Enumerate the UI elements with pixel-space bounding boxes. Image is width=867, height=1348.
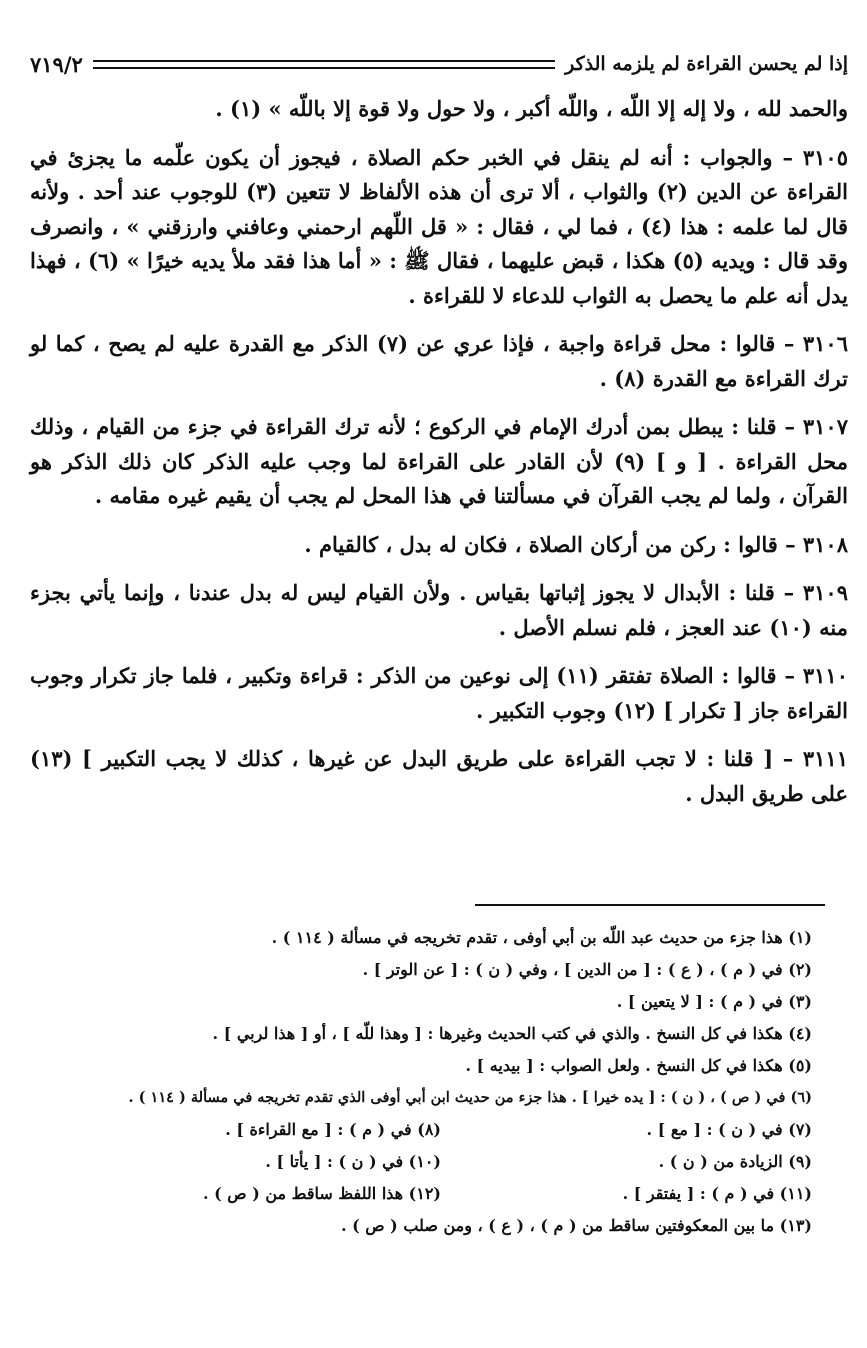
- issue-number: ٣١١٠: [802, 663, 848, 688]
- paragraph: [30, 141, 848, 314]
- paragraph-text: – قلنا : يبطل بمن أدرك الإمام في الركوع ؛ لأنه ترك القراءة في جزء من القيام ، وذلك محل القراءة . [ و ] (٩) لأن القادر على القراءة لما وجب عليه الذكر كان ذلك الذكر هو القرآن ، ولما لم يجب القرآن في مسألتنا في هذا المحل لم يجب أن يقيم غيره مقامه .: [30, 414, 848, 508]
- issue-number: ٣١٠٩: [802, 580, 848, 605]
- footnote: (٣) في ( م ) : [ لا يتعين ] .: [616, 992, 812, 1011]
- paragraph: [30, 742, 848, 811]
- footnote: (١٢) هذا اللفظ ساقط من ( ص ) .: [203, 1184, 441, 1203]
- main-text: [30, 92, 848, 825]
- footnote: (٦) في ( ص ) ، ( ن ) : [ يده خيرا ] . هذا جزء من حديث ابن أبي أوفى الذي تقدم تخريجه في مسألة ( ١١٤ ) .: [128, 1089, 812, 1106]
- issue-number: ٣١٠٥: [802, 144, 848, 170]
- page-number: ٧١٩/٢: [30, 51, 83, 77]
- paragraph-text: – [ قلنا : لا تجب القراءة على طريق البدل عن غيرها ، كذلك لا يجب التكبير ] (١٣) على طريق البدل .: [30, 746, 848, 806]
- footnote: (١٣) ما بين المعكوفتين ساقط من ( م ) ، ( ع ) ، ومن صلب ( ص ) .: [340, 1216, 812, 1235]
- paragraph-text: – قلنا : الأبدال لا يجوز إثباتها بقياس . ولأن القيام ليس له بدل عندنا ، وإنما يأتي بجزء منه (١٠) عند العجز ، فلم نسلم الأصل .: [30, 580, 848, 640]
- page-header: [30, 44, 848, 84]
- footnote-separator: [475, 904, 825, 906]
- paragraph: [30, 92, 848, 127]
- paragraph-text: – والجواب : أنه لم ينقل في الخبر حكم الصلاة ، فيجوز أن يكون علّمه ما يجزئ في القراءة عن الدين (٢) والثواب ، ألا ترى أن هذه الألفاظ لا تتعين (٣) للوجوب عند أحد . ولأنه قال لما علمه : هذا (٤) ، فما لي ، فقال : « قل اللّهم ارحمني وعافني وارزقني » ، وانصرف وقد قال : ويديه (٥) هكذا ، قبض عليهما ، فقال ﷺ : « أما هذا فقد ملأ يديه خيرًا » (٦) ، فهذا يدل أنه علم ما يحصل به الثواب للدعاء لا للقراءة .: [30, 144, 848, 308]
- footnote: (٧) في ( ن ) : [ مع ] .: [646, 1120, 812, 1139]
- running-title: إذا لم يحسن القراءة لم يلزمه الذكر: [565, 53, 848, 75]
- footnotes: [70, 922, 812, 1242]
- footnote: (١) هذا جزء من حديث عبد اللّه بن أبي أوفى ، تقدم تخريجه في مسألة ( ١١٤ ) .: [271, 928, 812, 947]
- footnote: (٨) في ( م ) : [ مع القراءة ] .: [225, 1120, 441, 1139]
- footnote-row: [70, 1178, 812, 1210]
- issue-number: ٣١٠٨: [802, 531, 848, 557]
- paragraph-text: – قالوا : محل قراءة واجبة ، فإذا عري عن (٧) الذكر مع القدرة عليه لم يصح ، كما لو ترك القراءة مع القدرة (٨) .: [30, 331, 848, 391]
- issue-number: ٣١١١: [802, 746, 848, 771]
- footnote-row: [70, 1146, 812, 1178]
- footnote: (٩) الزيادة من ( ن ) .: [658, 1152, 812, 1171]
- paragraph-text: – قالوا : ركن من أركان الصلاة ، فكان له بدل ، كالقيام .: [304, 531, 803, 557]
- issue-number: ٣١٠٧: [802, 414, 848, 439]
- header-rule: [93, 60, 555, 69]
- paragraph: [30, 410, 848, 514]
- footnote: (١١) في ( م ) : [ يفتقر ] .: [622, 1184, 812, 1203]
- footnote: (١٠) في ( ن ) : [ يأتا ] .: [265, 1152, 441, 1171]
- footnote: (٢) في ( م ) ، ( ع ) : [ من الدين ] ، وفي ( ن ) : [ عن الوتر ] .: [362, 960, 812, 979]
- footnote: (٤) هكذا في كل النسخ . والذي في كتب الحديث وغيرها : [ وهذا للّه ] ، أو [ هذا لربي ] .: [212, 1024, 812, 1043]
- paragraph: [30, 528, 848, 563]
- footnote: (٥) هكذا في كل النسخ . ولعل الصواب : [ بيديه ] .: [465, 1056, 812, 1075]
- paragraph: [30, 659, 848, 728]
- paragraph: [30, 576, 848, 645]
- paragraph: [30, 327, 848, 396]
- paragraph-text: والحمد لله ، ولا إله إلا اللّه ، واللّه أكبر ، ولا حول ولا قوة إلا باللّه » (١) .: [215, 96, 848, 121]
- paragraph-text: – قالوا : الصلاة تفتقر (١١) إلى نوعين من الذكر : قراءة وتكبير ، فلما جاز تكرار وجوب القراءة جاز [ تكرار ] (١٢) وجوب التكبير .: [30, 663, 848, 723]
- issue-number: ٣١٠٦: [802, 331, 848, 356]
- footnote-row: [70, 1114, 812, 1146]
